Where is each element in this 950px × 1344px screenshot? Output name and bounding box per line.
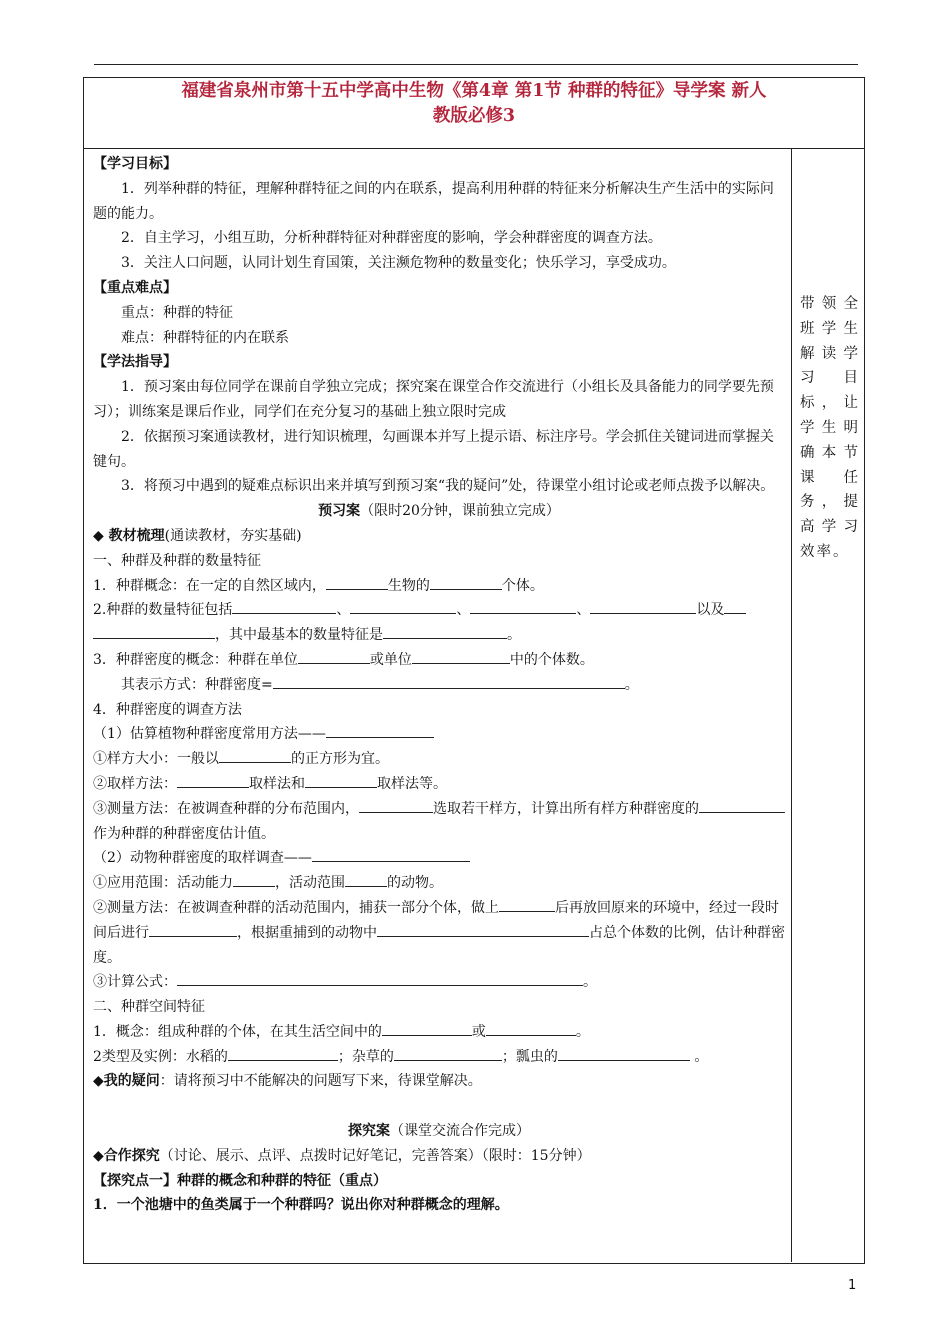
blank[interactable] bbox=[558, 1046, 690, 1061]
blank[interactable] bbox=[177, 773, 249, 788]
blank[interactable] bbox=[486, 1021, 576, 1036]
blank[interactable] bbox=[149, 922, 237, 937]
blank[interactable] bbox=[232, 599, 336, 614]
section-1-heading: 一、种群及种群的数量特征 bbox=[93, 552, 261, 569]
my-doubts bbox=[93, 1069, 785, 1094]
page-number: 1 bbox=[848, 1278, 857, 1293]
column-divider bbox=[791, 149, 792, 1262]
method-item: 1．预习案由每位同学在课前自学独立完成；探究案在课堂合作交流进行（小组长及具备能力的同学要先预习）；训练案是课后作业，同学们在充分复习的基础上独立限时完成 bbox=[93, 379, 774, 420]
inquiry-point-1: 【探究点一】种群的概念和种群的特征（重点） bbox=[93, 1172, 387, 1189]
worksheet-table bbox=[83, 77, 865, 1264]
blank[interactable] bbox=[298, 649, 370, 664]
blank[interactable] bbox=[394, 1046, 502, 1061]
method-item: 2．依据预习案通读教材，进行知识梳理，勾画课本并写上提示语、标注序号。学会抓住关键词进而掌握关键句。 bbox=[93, 428, 774, 470]
blank[interactable] bbox=[273, 674, 625, 689]
blank[interactable] bbox=[382, 1021, 472, 1036]
spatial-types: 2类型及实例：水稻的 ；杂草的 ；瓢虫的 。 bbox=[93, 1045, 785, 1070]
cooperative-inquiry bbox=[93, 1144, 785, 1169]
goal-item: 1．列举种群的特征，理解种群特征之间的内在联系，提高利用种群的特征来分析解决生产生活中的实际问题的能力。 bbox=[93, 180, 774, 222]
section-2-heading: 二、种群空间特征 bbox=[93, 999, 205, 1016]
question-density-formula: 其表示方式：种群密度= 。 bbox=[93, 673, 785, 698]
blank[interactable] bbox=[326, 575, 388, 590]
measuring-method: ③测量方法：在被调查种群的分布范围内， 选取若干样方，计算出所有样方种群密度的作为种群的种群密度估计值。 bbox=[93, 797, 785, 847]
goals-heading: 【学习目标】 bbox=[93, 156, 177, 172]
blank[interactable] bbox=[233, 872, 275, 887]
blank[interactable] bbox=[326, 723, 434, 738]
goal-item: 2．自主学习，小组互助，分析种群特征对种群密度的影响，学会种群密度的调查方法。 bbox=[121, 230, 662, 247]
document-title bbox=[84, 78, 864, 149]
difficulty-point: 难点：种群特征的内在联系 bbox=[121, 329, 289, 346]
blank[interactable] bbox=[219, 748, 291, 763]
spatial-concept: 1．概念：组成种群的个体，在其生活空间中的 或 。 bbox=[93, 1020, 785, 1045]
blank[interactable] bbox=[93, 624, 215, 639]
teacher-note: 带领全班学生解读学习目标，让学生明确本节课任务，提高学习效率。 bbox=[800, 296, 860, 560]
coop-label: ◆合作探究 bbox=[93, 1147, 160, 1164]
preview-subtitle: （限时20分钟，课前独立完成） bbox=[360, 503, 560, 520]
explore-title-text: 探究案 bbox=[348, 1123, 390, 1140]
blank[interactable] bbox=[412, 649, 510, 664]
question-quantity-features: 2.种群的数量特征包括 、 、 、 以及 ，其中最基本的数量特征是 。 bbox=[93, 598, 785, 648]
animal-method: （2）动物种群密度的取样调查—— bbox=[93, 846, 785, 871]
blank[interactable] bbox=[312, 847, 470, 862]
material-sort-label: ◆ 教材梳理 bbox=[93, 527, 165, 544]
my-doubts-label: ◆我的疑问 bbox=[93, 1073, 160, 1090]
blank[interactable] bbox=[699, 798, 785, 813]
blank[interactable] bbox=[590, 599, 696, 614]
blank[interactable] bbox=[177, 971, 583, 986]
blank[interactable] bbox=[499, 897, 555, 912]
blank[interactable] bbox=[359, 798, 433, 813]
blank[interactable] bbox=[430, 575, 502, 590]
focus-point: 重点：种群的特征 bbox=[121, 304, 233, 321]
quadrat-size: ①样方大小：一般以 的正方形为宜。 bbox=[93, 747, 785, 772]
goal-item: 3．关注人口问题，认同计划生育国策，关注濒危物种的数量变化；快乐学习，享受成功。 bbox=[121, 255, 676, 272]
application-scope: ①应用范围：活动能力 ，活动范围 的动物。 bbox=[93, 871, 785, 896]
question-density-concept: 3．种群密度的概念：种群在单位 或单位 中的个体数。 bbox=[93, 648, 785, 673]
keypoints-heading: 【重点难点】 bbox=[93, 279, 177, 296]
my-doubts-text: ：请将预习中不能解决的问题写下来，待课堂解决。 bbox=[159, 1073, 482, 1090]
blank[interactable] bbox=[228, 1046, 338, 1061]
method-item: 3．将预习中遇到的疑难点标识出来并填写到预习案“我的疑问”处，待课堂小组讨论或老师点拨予以解决。 bbox=[121, 478, 775, 495]
header-rule bbox=[94, 64, 858, 65]
blank[interactable] bbox=[383, 624, 507, 639]
explore-subtitle: （课堂交流合作完成） bbox=[390, 1123, 530, 1140]
plant-method: （1）估算植物种群密度常用方法—— bbox=[93, 722, 785, 747]
blank[interactable] bbox=[350, 599, 456, 614]
preview-title-text: 预习案 bbox=[318, 503, 361, 520]
method-heading: 【学法指导】 bbox=[93, 354, 177, 371]
sampling-method: ②取样方法： 取样法和 取样法等。 bbox=[93, 772, 785, 797]
coop-text: （讨论、展示、点评、点拨时记好笔记，完善答案）（限时：15分钟） bbox=[159, 1147, 591, 1164]
blank[interactable] bbox=[724, 599, 746, 614]
survey-methods-heading: 4．种群密度的调查方法 bbox=[93, 701, 242, 718]
explore-title bbox=[93, 1119, 785, 1144]
blank[interactable] bbox=[345, 872, 387, 887]
inquiry-question-1: 1．一个池塘中的鱼类属于一个种群吗？说出你对种群概念的理解。 bbox=[93, 1197, 509, 1214]
blank-line bbox=[93, 1094, 785, 1119]
question-population-concept: 1．种群概念：在一定的自然区域内， 生物的 个体。 bbox=[93, 574, 785, 599]
mark-recapture-method: ②测量方法：在被调查种群的活动范围内，捕获一部分个体，做上 后再放回原来的环境中，经过一段时间后进行 ，根据重捕到的动物中 占总个体数的比例，估计种群密度。 bbox=[93, 896, 785, 970]
title-line-1: 福建省泉州市第十五中学高中生物《第4章 第1节 种群的特征》导学案 新人 bbox=[181, 81, 767, 101]
blank[interactable] bbox=[377, 922, 589, 937]
preview-title bbox=[93, 499, 785, 524]
main-content bbox=[93, 152, 785, 1218]
calculation-formula: ③计算公式： 。 bbox=[93, 970, 785, 995]
material-sort bbox=[93, 524, 785, 549]
material-sort-note: (通读教材，夯实基础) bbox=[164, 527, 302, 544]
title-line-2: 教版必修3 bbox=[432, 106, 516, 126]
blank[interactable] bbox=[305, 773, 377, 788]
blank[interactable] bbox=[470, 599, 576, 614]
